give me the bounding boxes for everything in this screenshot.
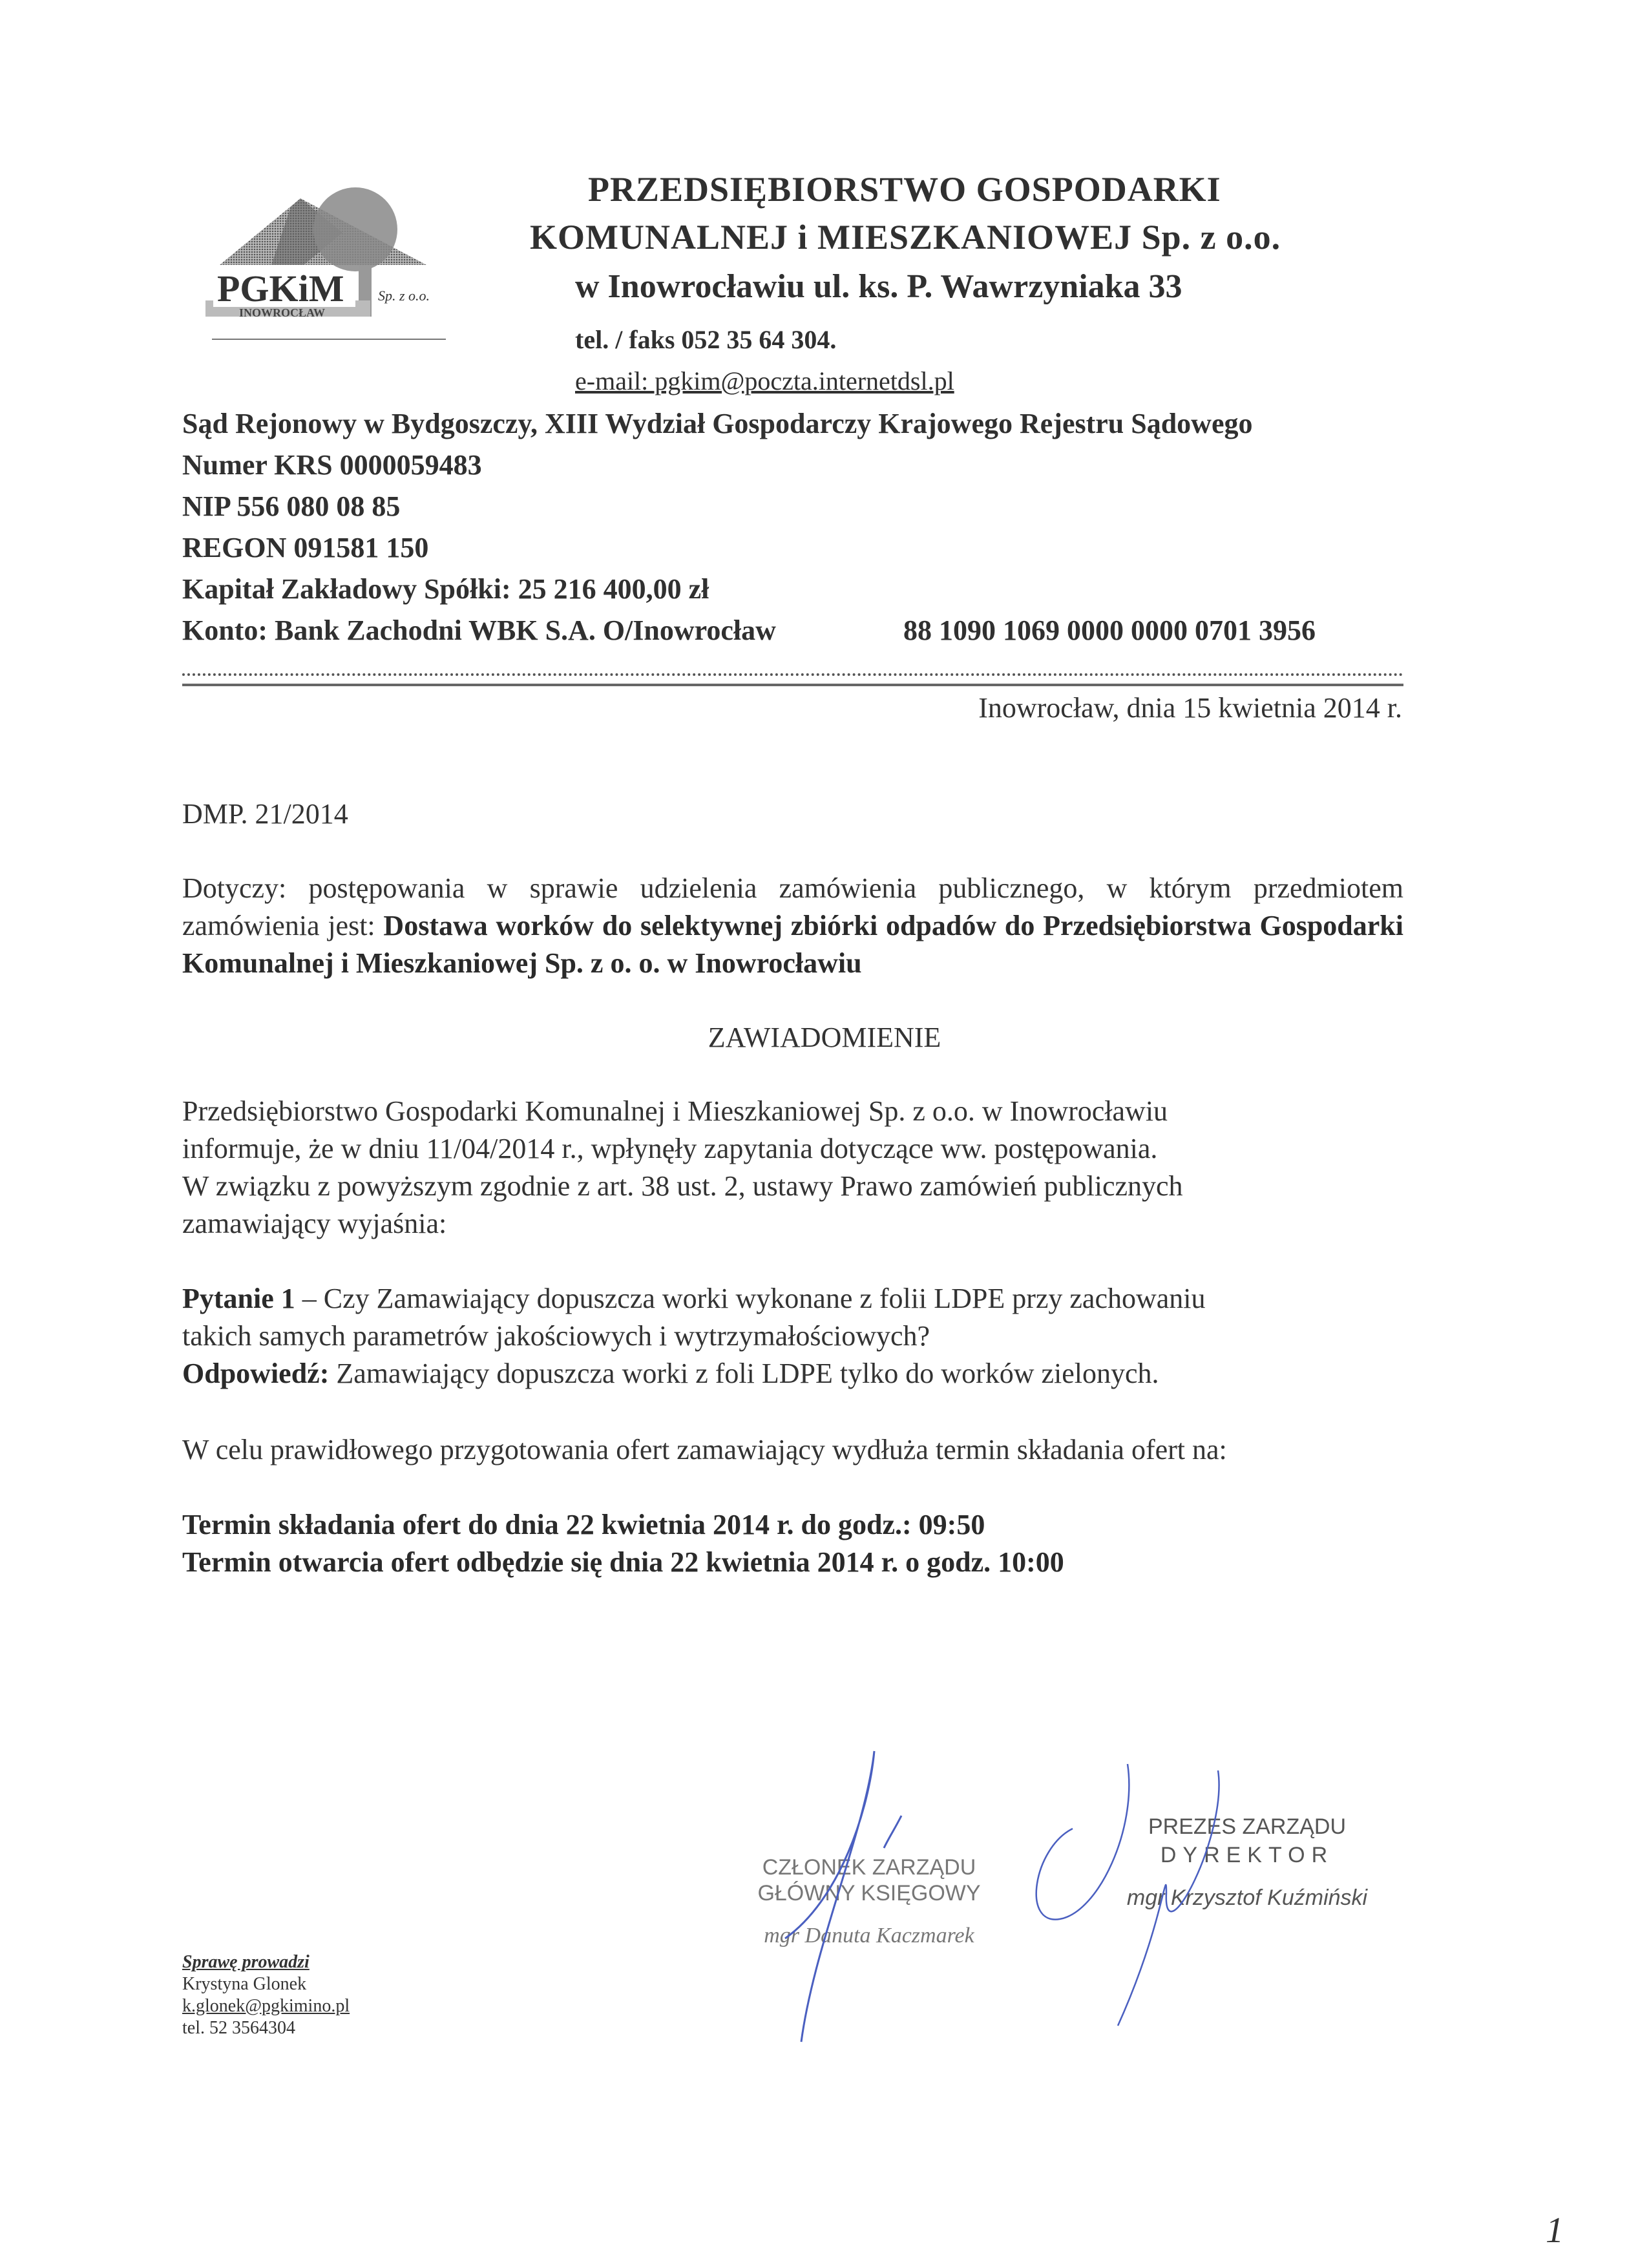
company-address: w Inowrocławiu ul. ks. P. Wawrzyniaka 33 <box>575 268 1182 305</box>
stamp-role1: PREZES ZARZĄDU <box>1148 1814 1347 1839</box>
deadline-opening: Termin otwarcia ofert odbędzie się dnia 22 kwietnia 2014 r. o godz. 10:00 <box>182 1546 1064 1578</box>
letter-date: Inowrocław, dnia 15 kwietnia 2014 r. <box>978 692 1402 724</box>
handled-by-label: Sprawę prowadzi <box>182 1952 310 1972</box>
logo-city: INOWROCŁAW <box>239 306 326 319</box>
company-logo <box>194 168 452 342</box>
question-text-cont: takich samych parametrów jakościowych i wytrzymałościowych? <box>182 1320 930 1352</box>
tree-shape <box>313 187 397 271</box>
company-phone: tel. / faks 052 35 64 304. <box>575 325 837 354</box>
answer-text: Zamawiający dopuszcza worki z foli LDPE tylko do worków zielonych. <box>329 1358 1159 1389</box>
stamp-role2: DYREKTOR <box>1160 1843 1334 1867</box>
answer-label: Odpowiedź: <box>182 1358 330 1389</box>
subject-intro: Dotyczy: postępowania w sprawie udzielenia zamówienia publicznego, w którym przedmiotem zamówienia jest: <box>182 872 1403 941</box>
body-line: informuje, że w dniu 11/04/2014 r., wpłynęły zapytania dotyczące ww. postępowania. <box>182 1133 1158 1164</box>
signature-left <box>785 1751 874 2042</box>
handler-email-link[interactable]: k.glonek@pgkimino.pl <box>182 1996 350 2016</box>
stamp-name: mgr Krzysztof Kuźmiński <box>1126 1885 1368 1910</box>
handler-phone: tel. 52 3564304 <box>182 2018 295 2038</box>
body-line: Przedsiębiorstwo Gospodarki Komunalnej i Mieszkaniowej Sp. z o.o. w Inowrocławiu <box>182 1095 1168 1127</box>
question-label: Pytanie 1 <box>182 1283 295 1314</box>
letter-title: ZAWIADOMIENIE <box>708 1022 941 1053</box>
page-number: 1 <box>1546 2210 1564 2251</box>
extension-note: W celu prawidłowego przygotowania ofert zamawiający wydłuża termin składania ofert na: <box>182 1434 1227 1465</box>
body-line: zamawiający wyjaśnia: <box>182 1208 447 1239</box>
body-line: W związku z powyższym zgodnie z art. 38 ust. 2, ustawy Prawo zamówień publicznych <box>182 1170 1183 1202</box>
logo-initials: PGKiM <box>217 268 344 310</box>
registry-court: Sąd Rejonowy w Bydgoszczy, XIII Wydział Gospodarczy Krajowego Rejestru Sądowego <box>182 408 1253 439</box>
question-1 <box>182 1282 1206 1315</box>
stamp-role1: CZŁONEK ZARZĄDU <box>762 1855 976 1880</box>
letter-subject <box>182 870 1403 982</box>
registry-regon: REGON 091581 150 <box>182 532 429 563</box>
logo-graphic <box>194 168 452 342</box>
logo-suffix: Sp. z o.o. <box>378 288 430 304</box>
stamp-role2: GŁÓWNY KSIĘGOWY <box>757 1881 981 1906</box>
header-divider <box>182 673 1403 686</box>
deadline-submission: Termin składania ofert do dnia 22 kwietnia 2014 r. do godz.: 09:50 <box>182 1509 985 1540</box>
handwritten-signatures <box>711 1732 1422 2055</box>
registry-capital: Kapitał Zakładowy Spółki: 25 216 400,00 zł <box>182 573 709 605</box>
answer-1 <box>182 1357 1159 1390</box>
company-name-line2: KOMUNALNEJ i MIESZKANIOWEJ Sp. z o.o. <box>530 218 1281 257</box>
registry-nip: NIP 556 080 08 85 <box>182 490 401 522</box>
registry-account-label: Konto: Bank Zachodni WBK S.A. O/Inowrocław <box>182 614 776 646</box>
stamp-name: mgr Danuta Kaczmarek <box>764 1924 974 1948</box>
company-email-link[interactable]: e-mail: pgkim@poczta.internetdsl.pl <box>575 366 954 395</box>
company-name-line1: PRZEDSIĘBIORSTWO GOSPODARKI <box>588 170 1221 209</box>
question-text: – Czy Zamawiający dopuszcza worki wykonane z folii LDPE przy zachowaniu <box>295 1283 1206 1314</box>
signature-right <box>1036 1764 1219 2026</box>
registry-krs: Numer KRS 0000059483 <box>182 449 482 481</box>
registry-account-number: 88 1090 1069 0000 0000 0701 3956 <box>903 614 1316 646</box>
letter-reference: DMP. 21/2014 <box>182 798 348 830</box>
subject-title: Dostawa worków do selektywnej zbiórki odpadów do Przedsiębiorstwa Gospodarki Komunalnej i Mieszkaniowej Sp. z o. o. w Inowrocławiu <box>182 910 1403 979</box>
handler-name: Krystyna Glonek <box>182 1974 307 1994</box>
